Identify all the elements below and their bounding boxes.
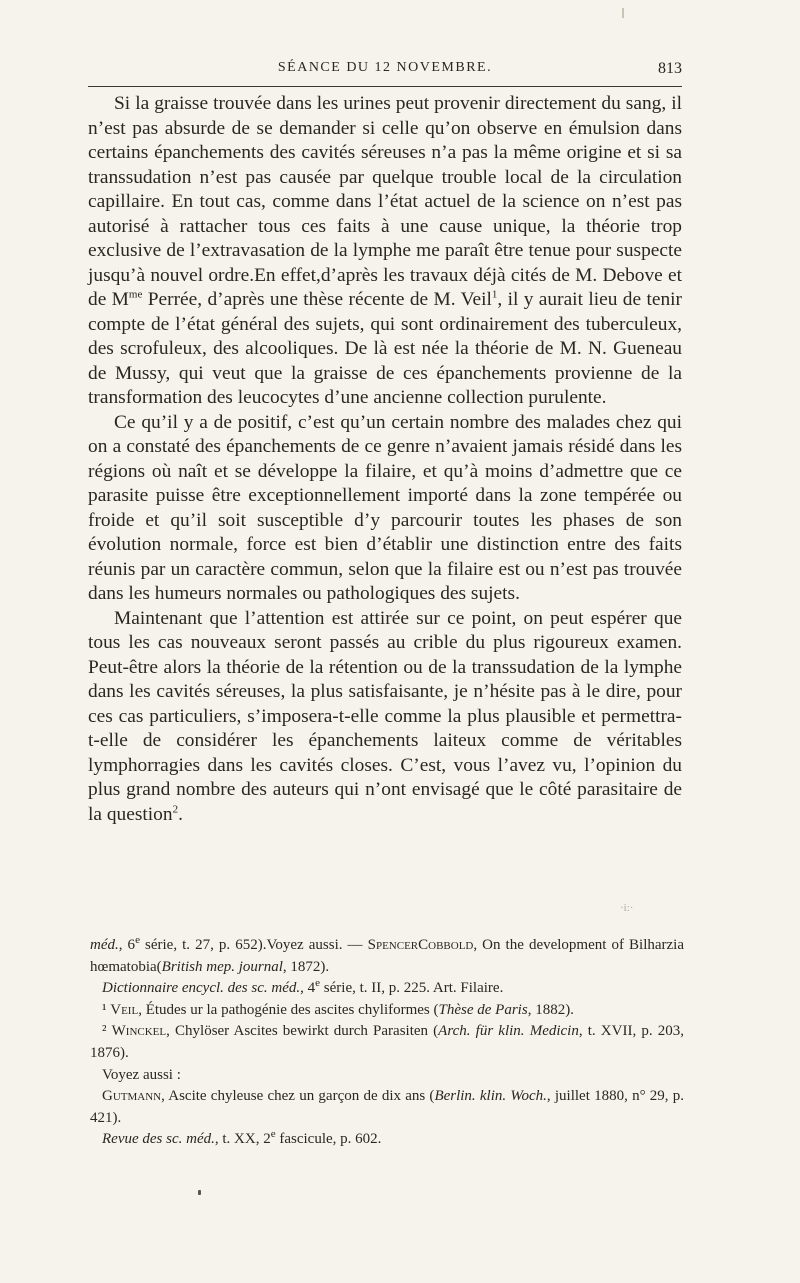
- footnote-2: ² Winckel, Chylöser Ascites bewirkt durch Parasiten (Arch. für klin. Medicin, t. XVII, p. 203, 1876).: [90, 1023, 684, 1061]
- paragraph-2: Ce qu’il y a de positif, c’est qu’un certain nombre des malades chez qui on a constaté des épanchements de ce genre n’avaient jamais résidé dans les régions où naît et se développe la filaire, et qu’à moins d’admettre que ce parasite puisse être exceptionnellement importé dans la zone tempérée ou froide et qu’il soit susceptible d’y parcourir toutes les phases de son évolution normale, force est bien d’établir une distinction entre des faits réunis par un caractère commun, selon que la filaire est ou n’est pas trouvée dans les humeurs normales ou pathologiques des sujets.: [88, 411, 682, 604]
- page-number: 813: [658, 60, 682, 77]
- page-header: [88, 60, 682, 84]
- footnote-dictionnaire: Dictionnaire encycl. des sc. méd., 4e série, t. II, p. 225. Art. Filaire.: [102, 977, 504, 997]
- superscript-me: me: [128, 288, 143, 301]
- footnote-continuation: méd., 6e série, t. 27, p. 652).Voyez aussi. — SpencerCobbold, On the development of Bilharzia hœmatobia(British mep. journal, 1872).: [90, 934, 684, 975]
- footnotes: [90, 935, 684, 1151]
- footnote-voyez-aussi: Voyez aussi :: [102, 1066, 181, 1083]
- footnote-revue: Revue des sc. méd., t. XX, 2e fascicule, p. 602.: [102, 1128, 382, 1148]
- footnote-ref-2: 2: [172, 803, 179, 816]
- paragraph-1: Si la graisse trouvée dans les urines peut provenir directement du sang, il n’est pas absurde de se demander si celle qu’on observe en émulsion dans certains épanchements des cavités séreuses n’a pas la même origine et si sa transsudation n’est pas causée par quelque trouble local de la circulation capillaire. En tout cas, comme dans l’état actuel de la science on n’est pas autorisé à rattacher tous ces faits à une cause unique, la théorie trop exclusive de l’extravasation de la lymphe me paraît être tenue pour suspecte jusqu’à nouvel ordre.En effet,d’après les travaux déjà cités de M. Debove et de $M^{me}$ Perrée, d’après une thèse récente de M. Veil$^1$, il y aurait lieu de tenir compte de l’état général des sujets, qui sont ordinairement des tuberculeux, des scrofuleux, des alcooliques. De là est née la théorie de M. N. Gueneau de Mussy, qui veut que la graisse de ces épanchements provienne de la transformation des leucocytes d’une ancienne collection purulente.: [88, 93, 682, 408]
- running-head: SÉANCE DU 12 NOVEMBRE.: [277, 60, 493, 75]
- main-text: [88, 92, 682, 827]
- footnote-1: ¹ Veil, Études ur la pathogénie des ascites chyliformes (Thèse de Paris, 1882).: [102, 1001, 574, 1018]
- scan-speck: [198, 1190, 201, 1195]
- scan-artifact-mark: [622, 8, 624, 18]
- footnote-ref-1: 1: [491, 288, 498, 301]
- paragraph-3: Maintenant que l’attention est attirée sur ce point, on peut espérer que tous les cas nouveaux seront passés au crible du plus rigoureux examen. Peut-être alors la théorie de la rétention ou de la transsudation de la lymphe dans les cavités séreuses, la plus satisfaisante, je n’hésite pas à le dire, pour ces cas particuliers, s’imposera-t-elle comme la plus plausible et permettra-t-elle de considérer les épanchements laiteux comme de véritables lymphorragies dans les cavités closes. C’est, vous l’avez vu, l’opinion du plus grand nombre des auteurs qui n’ont envisagé que le côté parasitaire de la question$^2$.: [88, 607, 682, 825]
- header-rule: [88, 86, 682, 87]
- stray-ink-mark: ·i:·: [620, 902, 634, 914]
- footnote-gutmann: Gutmann, Ascite chyleuse chez un garçon de dix ans (Berlin. klin. Woch., juillet 1880, n° 29, p. 421).: [90, 1088, 685, 1126]
